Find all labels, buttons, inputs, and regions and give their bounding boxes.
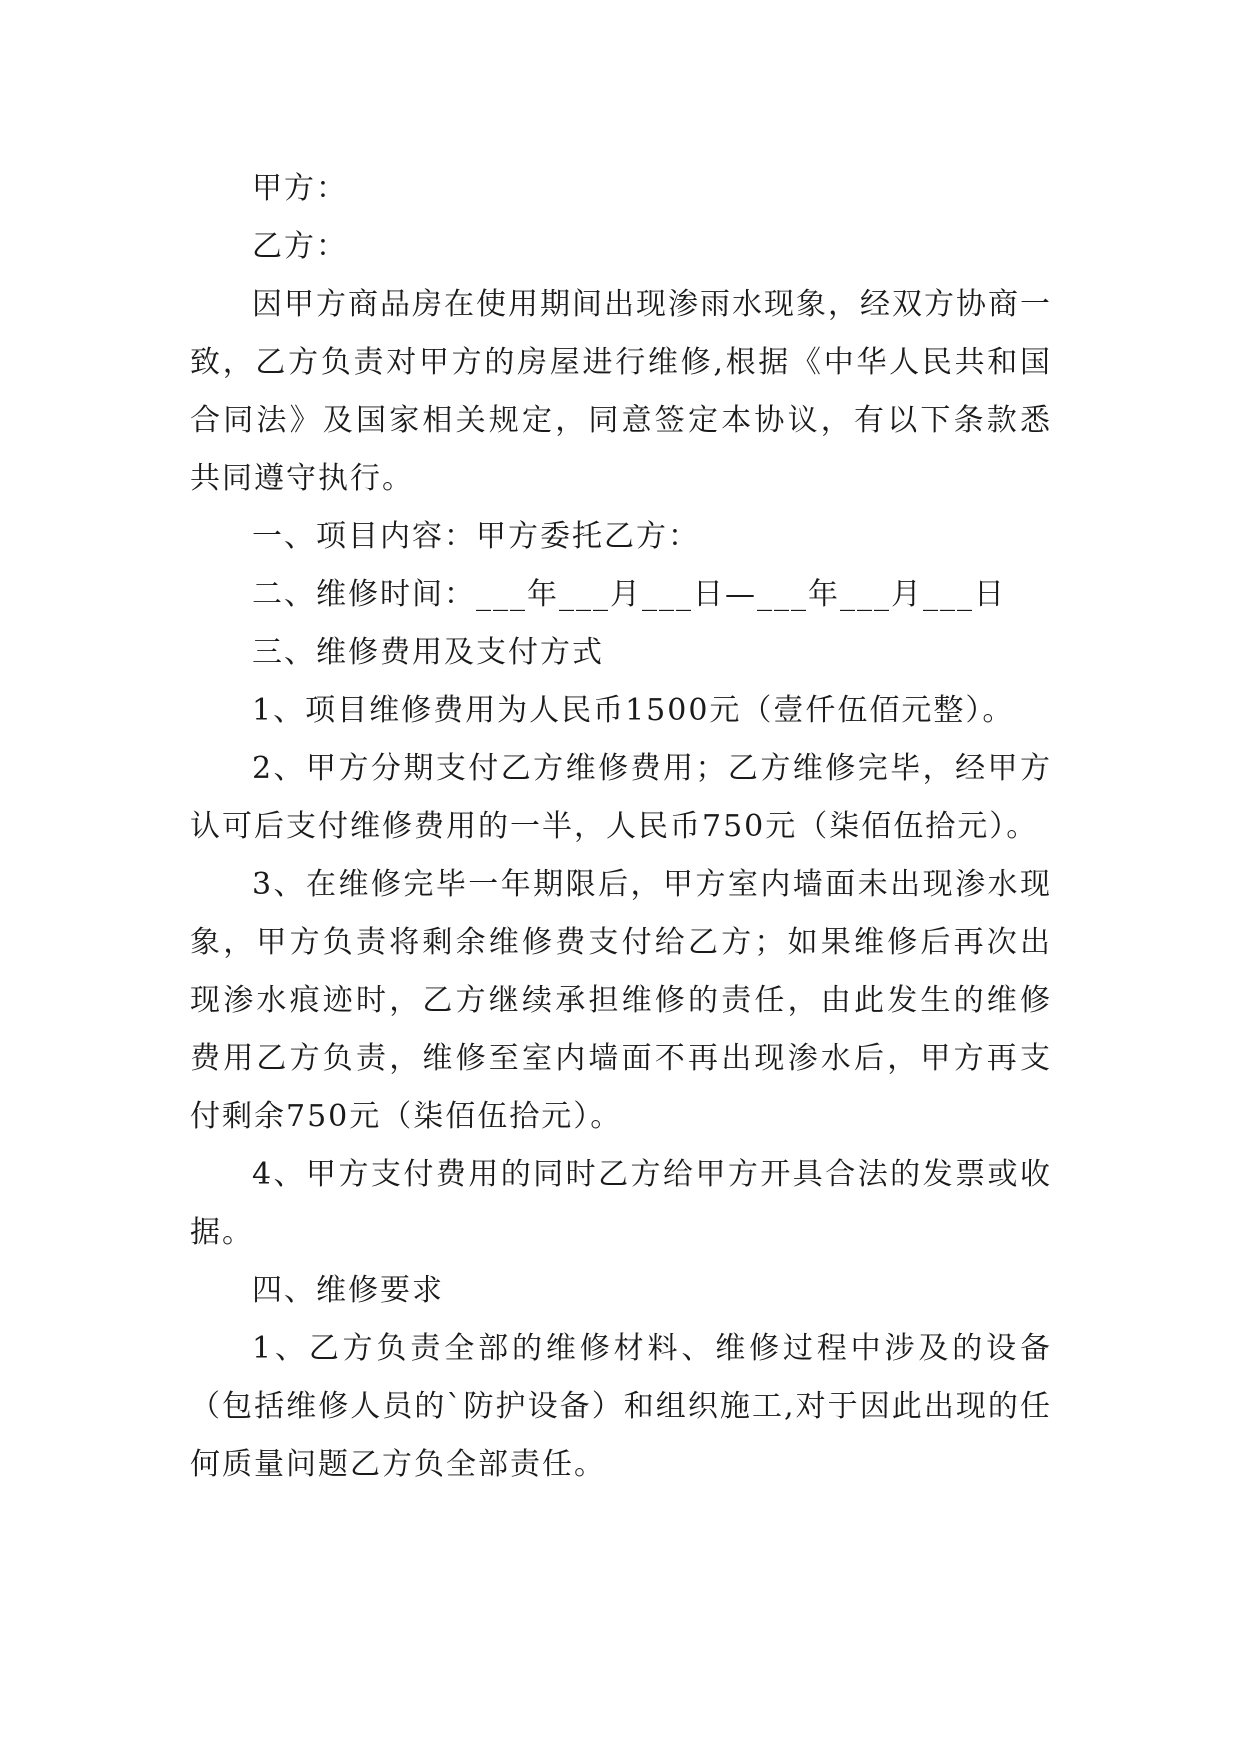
party-a-line: 甲方：	[252, 171, 348, 206]
preamble-paragraph: 因甲方商品房在使用期间出现渗雨水现象，经双方协商一致，乙方负责对甲方的房屋进行维修,根据《中华人民共和国合同法》及国家相关规定，同意签定本协议，有以下条款悉共同遵守执行。	[190, 287, 1052, 496]
section-3-heading: 三、维修费用及支付方式	[252, 635, 604, 670]
section-4-item-1: 1、乙方负责全部的维修材料、维修过程中涉及的设备（包括维修人员的`防护设备）和组织施工,对于因此出现的任何质量问题乙方负全部责任。	[190, 1331, 1052, 1482]
section-1-project-content: 一、项目内容：甲方委托乙方：	[252, 519, 700, 554]
section-3-item-1: 1、项目维修费用为人民币1500元（壹仟伍佰元整）。	[252, 693, 1015, 728]
section-3-item-3: 3、在维修完毕一年期限后，甲方室内墙面未出现渗水现象，甲方负责将剩余维修费支付给乙方；如果维修后再次出现渗水痕迹时，乙方继续承担维修的责任，由此发生的维修费用乙方负责，维修至室内墙面不再出现渗水后，甲方再支付剩余750元（柒佰伍拾元）。	[190, 867, 1052, 1134]
section-3-item-4: 4、甲方支付费用的同时乙方给甲方开具合法的发票或收据。	[190, 1157, 1052, 1250]
section-4-heading: 四、维修要求	[252, 1273, 444, 1308]
section-3-item-2: 2、甲方分期支付乙方维修费用；乙方维修完毕，经甲方认可后支付维修费用的一半，人民币750元（柒佰伍拾元）。	[190, 751, 1052, 844]
party-b-line: 乙方：	[252, 229, 348, 264]
section-2-repair-time: 二、维修时间：___年___月___日—___年___月___日	[252, 577, 1006, 612]
document-page	[190, 160, 1052, 1494]
